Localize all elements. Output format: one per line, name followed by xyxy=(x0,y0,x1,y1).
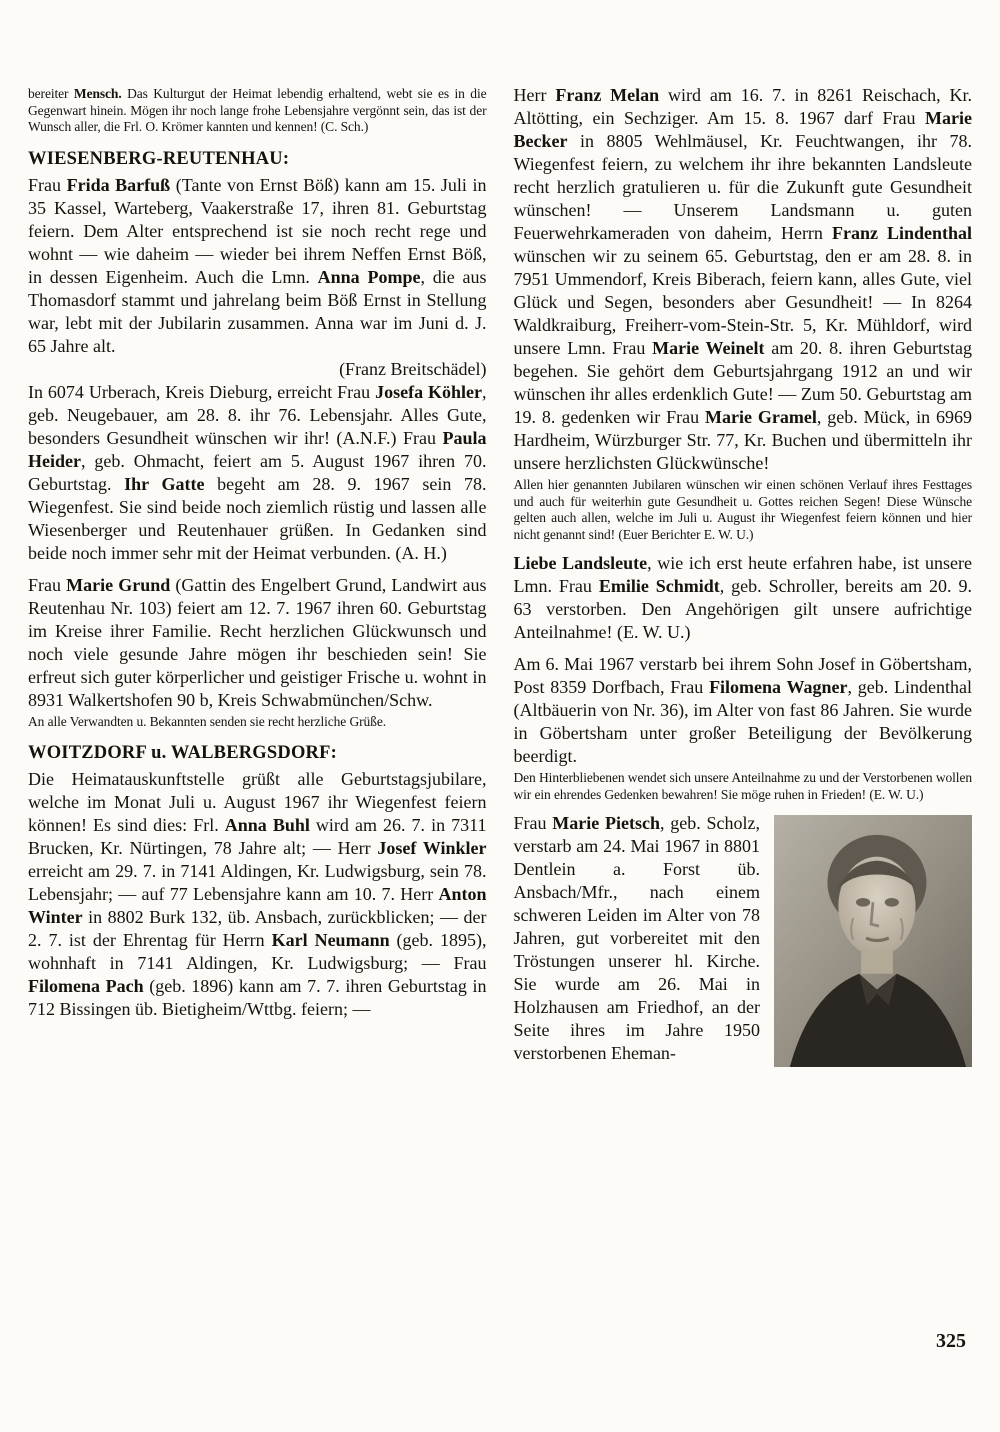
page-number: 325 xyxy=(936,1330,966,1352)
note-jubilare-wuensche: Allen hier genannten Jubilaren wünschen wir einen schönen Verlauf ihres Festtages und auch für weiterhin gute Gesundheit u. Gottes reichen Segen! Diese Wünsche gelten auch allen, welche im Juli u. August ihr Wiegenfest feiern können und hier nicht genannt sind! (Euer Berichter E. W. U.) xyxy=(513,477,972,542)
obituary-portrait-photo xyxy=(774,815,972,1067)
paragraph-marie-pietsch xyxy=(514,812,973,1072)
note-verwandte-gruesse: An alle Verwandten u. Bekannten senden sie recht herzliche Grüße. xyxy=(28,713,386,729)
paragraph-marie-pietsch-text: Frau Marie Pietsch, geb. Scholz, verstarb am 24. Mai 1967 in 8801 Dentlein a. Forst üb. Ansbach/Mfr., nach einem schweren Leiden im Alter von 78 Jahren, gut vorbereitet mit den Tröstungen unserer hl. Kirche. Sie wurde am 26. Mai in Holzhausen am Friedhof, an der Seite ihres im Jahre 1950 verstorbenen Eheman- xyxy=(513,813,760,1063)
section-heading-wiesenberg-reutenhau: WIESENBERG-REUTENHAU: xyxy=(28,148,290,169)
paragraph-geburtstagsjubilare: Die Heimatauskunftstelle grüßt alle Geburtstagsjubilare, welche im Monat Juli u. August 1967 ihr Wiegenfest feiern können! Es sind dies: Frl. Anna Buhl wird am 26. 7. in 7311 Brucken, Kr. Nürtingen, 78 Jahre alt; — Herr Josef Winkler erreicht am 29. 7. in 7141 Aldingen, Kr. Ludwigsburg, sein 78. Lebensjahr; — auf 77 Lebensjahre kann am 10. 7. Herr Anton Winter in 8802 Burk 132, üb. Ansbach, zurückblicken; — der 2. 7. ist der Ehrentag für Herrn Karl Neumann (geb. 1895), wohnhaft in 7141 Aldingen, Kr. Ludwigsburg; — Frau Filomena Pach (geb. 1896) kann am 7. 7. ihren Geburtstag in 712 Bissingen üb. Bietigheim/Wttbg. feiern; — xyxy=(28,769,487,1019)
paragraph-melan-becker-lindenthal: Herr Franz Melan wird am 16. 7. in 8261 Reischach, Kr. Altötting, ein Sechziger. Am 15. 8. 1967 darf Frau Marie Becker in 8805 Wehlmäusel, Kr. Feuchtwangen, ihr 78. Wiegenfest feiern, zu welchem ihr ihre bekannten Landsleute recht herzlich gratulieren u. für die Zukunft gute Gesundheit wünschen! — Unserem Landsmann u. guten Feuerwehrkameraden von daheim, Herrn Franz Lindenthal wünschen wir zu seinem 65. Geburtstag, den er am 28. 8. in 7951 Ummendorf, Kreis Biberach, feiern kann, alles Gute, viel Glück und Segen, besonders aber Gesundheit! — In 8264 Waldkraiburg, Freiherr-vom-Stein-Str. 5, Kr. Mühldorf, wird unsere Lmn. Frau Marie Weinelt am 20. 8. ihren Geburtstag begehen. Sie gehört dem Geburtsjahrgang 1912 an und wir wünschen ihr alles erdenklich Gute! — Zum 50. Geburtstag am 19. 8. gedenken wir Frau Marie Gramel, geb. Mück, in 6969 Hardheim, Würzburger Str. 77, Kr. Buchen und übermitteln ihr unsere herzlichsten Glückwünsche! xyxy=(513,85,973,473)
paragraph-koehler-heider: In 6074 Urberach, Kreis Dieburg, erreicht Frau Josefa Köhler, geb. Neugebauer, am 28. 8. ihr 76. Lebensjahr. Alles Gute, besonders Gesundheit wünschen wir ihr! (A.N.F.) Frau Paula Heider, geb. Ohmacht, feiert am 5. August 1967 ihren 70. Geburtstag. Ihr Gatte begeht am 28. 9. 1967 sein 78. Wiegenfest. Sie sind beide noch ziemlich rüstig und lassen alle Wiesenberger und Reutenhauer grüßen. In Gedanken sind beide noch immer sehr mit der Heimat verbunden. (A. H.) xyxy=(28,381,487,563)
section-heading-woitzdorf-walbergsdorf: WOITZDORF u. WALBERGSDORF: xyxy=(28,743,337,763)
note-hinterbliebene: Den Hinterbliebenen wendet sich unsere Anteilnahme zu und der Verstorbenen wollen wir ein ehrendes Gedenken bewahren! Sie möge ruhen in Frieden! (E. W. U.) xyxy=(513,770,972,802)
paragraph-frida-barfuss: Frau Frida Barfuß (Tante von Ernst Böß) kann am 15. Juli in 35 Kassel, Warteberg, Vaakerstraße 17, ihren 81. Geburtstag feiern. Dem Alter entsprechend ist sie noch recht rege und wohnt — wie daheim — wieder bei ihrem Neffen Ernst Böß, in dessen Eigenheim. Auch die Lmn. Anna Pompe, die aus Thomasdorf stammt und jahrelang beim Böß Ernst in Stellung war, lebt mit der Jubilarin zusammen. Anna war im Juni d. J. 65 Jahre alt. xyxy=(28,174,487,356)
signature-franz-breitschaedel: (Franz Breitschädel) xyxy=(339,358,487,379)
paragraph-marie-grund: Frau Marie Grund (Gattin des Engelbert Grund, Landwirt aus Reutenhau Nr. 103) feiert am 12. 7. 1967 ihren 60. Geburtstag im Kreise ihrer Familie. Recht herzlichen Glückwunsch und noch viele gesunde Jahre mögen ihr beschieden sein! Sie erfreut sich guter körperlicher und geistiger Frische u. wohnt in 8931 Walkertshofen 90 b, Kreis Schwabmünchen/Schw. xyxy=(28,574,487,710)
left-column xyxy=(28,84,487,1072)
paragraph-liebe-landsleute: Liebe Landsleute, wie ich erst heute erfahren habe, ist unsere Lmn. Frau Emilie Schmidt, geb. Schroller, bereits am 20. 9. 63 verstorben. Den Angehörigen gilt unsere aufrichtige Anteilnahme! (E. W. U.) xyxy=(513,553,972,642)
paragraph-filomena-wagner: Am 6. Mai 1967 verstarb bei ihrem Sohn Josef in Göbertsham, Post 8359 Dorfbach, Frau Filomena Wagner, geb. Lindenthal (Altbäuerin von Nr. 36), im Alter von fast 86 Jahren. Sie wurde in Göbertsham unter großer Beteiligung der Bevölkerung beerdigt. xyxy=(513,654,973,766)
right-column xyxy=(514,84,973,1072)
carryover-paragraph: bereiter Mensch. Das Kulturgut der Heimat lebendig erhaltend, webt sie es in die Gegenwart hinein. Mögen ihr noch lange frohe Lebensjahre vergönnt sein, das ist der Wunsch aller, die Frl. O. Krömer kannten und kennen! (C. Sch.) xyxy=(28,86,487,134)
